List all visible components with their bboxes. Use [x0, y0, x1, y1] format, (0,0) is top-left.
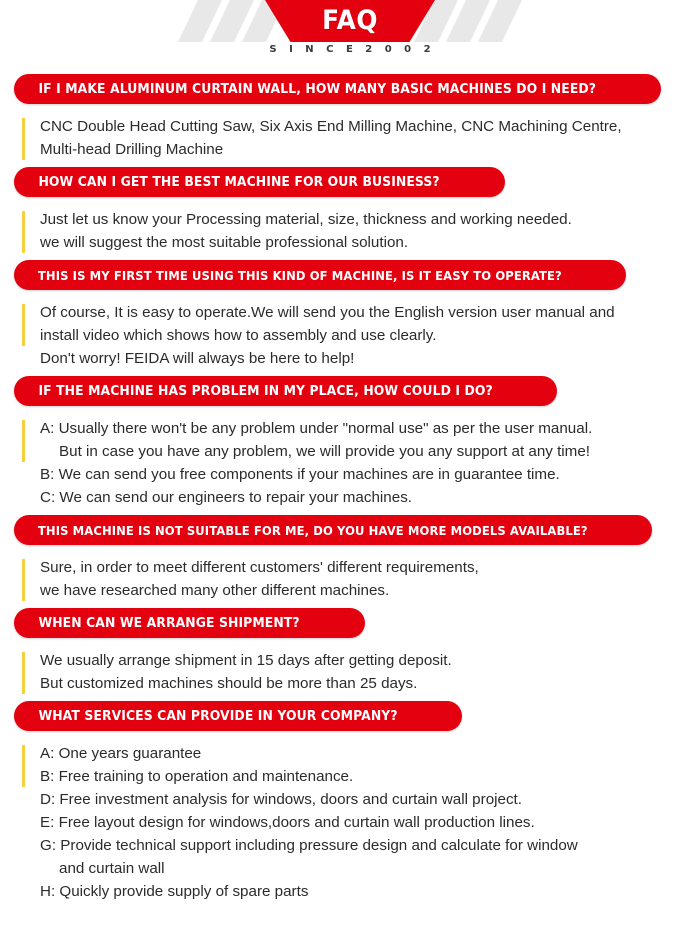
faq-answer-line: But customized machines should be more than 25 days. [40, 675, 418, 692]
faq-answer-line: and curtain wall [59, 860, 165, 877]
faq-item [0, 701, 700, 903]
faq-answer [22, 115, 700, 161]
faq-answer-line: CNC Double Head Cutting Saw, Six Axis End Milling Machine, CNC Machining Centre, [40, 118, 622, 135]
faq-question-bar[interactable] [14, 74, 661, 104]
faq-question-bar[interactable] [14, 376, 557, 406]
faq-question-text: THIS MACHINE IS NOT SUITABLE FOR ME, DO YOU HAVE MORE MODELS AVAILABLE? [37, 522, 588, 538]
answer-accent-bar [22, 118, 25, 160]
faq-item [0, 608, 700, 695]
answer-accent-bar [22, 559, 25, 601]
faq-answer-line: We usually arrange shipment in 15 days after getting deposit. [40, 652, 452, 669]
faq-item [0, 515, 700, 602]
faq-answer-line: B: We can send you free components if your machines are in guarantee time. [40, 466, 560, 483]
answer-accent-bar [22, 652, 25, 694]
answer-accent-bar [22, 211, 25, 253]
faq-answer [22, 301, 700, 370]
faq-answer-line: Just let us know your Processing material, size, thickness and working needed. [40, 211, 572, 228]
faq-question-bar[interactable] [14, 167, 505, 197]
faq-item [0, 376, 700, 509]
faq-answer-line: B: Free training to operation and maintenance. [40, 768, 354, 785]
faq-question-bar[interactable] [14, 260, 626, 290]
faq-question-text: HOW CAN I GET THE BEST MACHINE FOR OUR BUSINESS? [38, 174, 440, 190]
faq-question-text: THIS IS MY FIRST TIME USING THIS KIND OF MACHINE, IS IT EASY TO OPERATE? [37, 267, 562, 283]
answer-accent-bar [22, 420, 25, 462]
answer-accent-bar [22, 745, 25, 787]
faq-answer-line: C: We can send our engineers to repair your machines. [40, 489, 413, 506]
faq-answer-line: D: Free investment analysis for windows, doors and curtain wall project. [40, 791, 522, 808]
faq-item [0, 167, 700, 254]
faq-badge [265, 0, 435, 42]
faq-question-bar[interactable] [14, 515, 652, 545]
faq-answer-line: install video which shows how to assembly and use clearly. [40, 327, 437, 344]
faq-answer [22, 556, 700, 602]
faq-answer-line: Of course, It is easy to operate.We will send you the English version user manual and [40, 304, 615, 321]
faq-question-text: IF THE MACHINE HAS PROBLEM IN MY PLACE, HOW COULD I DO? [38, 383, 493, 399]
faq-item [0, 260, 700, 370]
faq-answer-line: we will suggest the most suitable professional solution. [40, 234, 409, 251]
faq-answer-line: we have researched many other different machines. [40, 582, 390, 599]
faq-header-banner [0, 0, 700, 66]
faq-question-text: WHEN CAN WE ARRANGE SHIPMENT? [38, 615, 300, 631]
faq-answer-line: H: Quickly provide supply of spare parts [40, 883, 309, 900]
faq-answer-line: Don't worry! FEIDA will always be here to help! [40, 350, 355, 367]
faq-answer-line: Sure, in order to meet different customers' different requirements, [40, 559, 479, 576]
faq-answer-line: Multi-head Drilling Machine [40, 141, 224, 158]
faq-answer [22, 208, 700, 254]
faq-answer [22, 742, 700, 903]
faq-answer-line: E: Free layout design for windows,doors and curtain wall production lines. [40, 814, 535, 831]
faq-answer-line: But in case you have any problem, we will provide you any support at any time! [59, 443, 590, 460]
faq-answer [22, 417, 700, 509]
faq-question-text: WHAT SERVICES CAN PROVIDE IN YOUR COMPANY? [38, 708, 398, 724]
faq-badge-label: FAQ [322, 4, 378, 36]
faq-item [0, 74, 700, 161]
faq-answer-line: A: Usually there won't be any problem under "normal use" as per the user manual. [40, 420, 593, 437]
since-label: S I N C E 2 0 0 2 [269, 44, 436, 55]
answer-accent-bar [22, 304, 25, 346]
faq-question-bar[interactable] [14, 608, 365, 638]
faq-answer-line: A: One years guarantee [40, 745, 202, 762]
bottom-spacer [0, 909, 700, 939]
faq-answer [22, 649, 700, 695]
faq-question-text: IF I MAKE ALUMINUM CURTAIN WALL, HOW MANY BASIC MACHINES DO I NEED? [38, 81, 597, 97]
faq-list [0, 66, 700, 939]
faq-question-bar[interactable] [14, 701, 462, 731]
faq-answer-line: G: Provide technical support including pressure design and calculate for window [40, 837, 578, 854]
